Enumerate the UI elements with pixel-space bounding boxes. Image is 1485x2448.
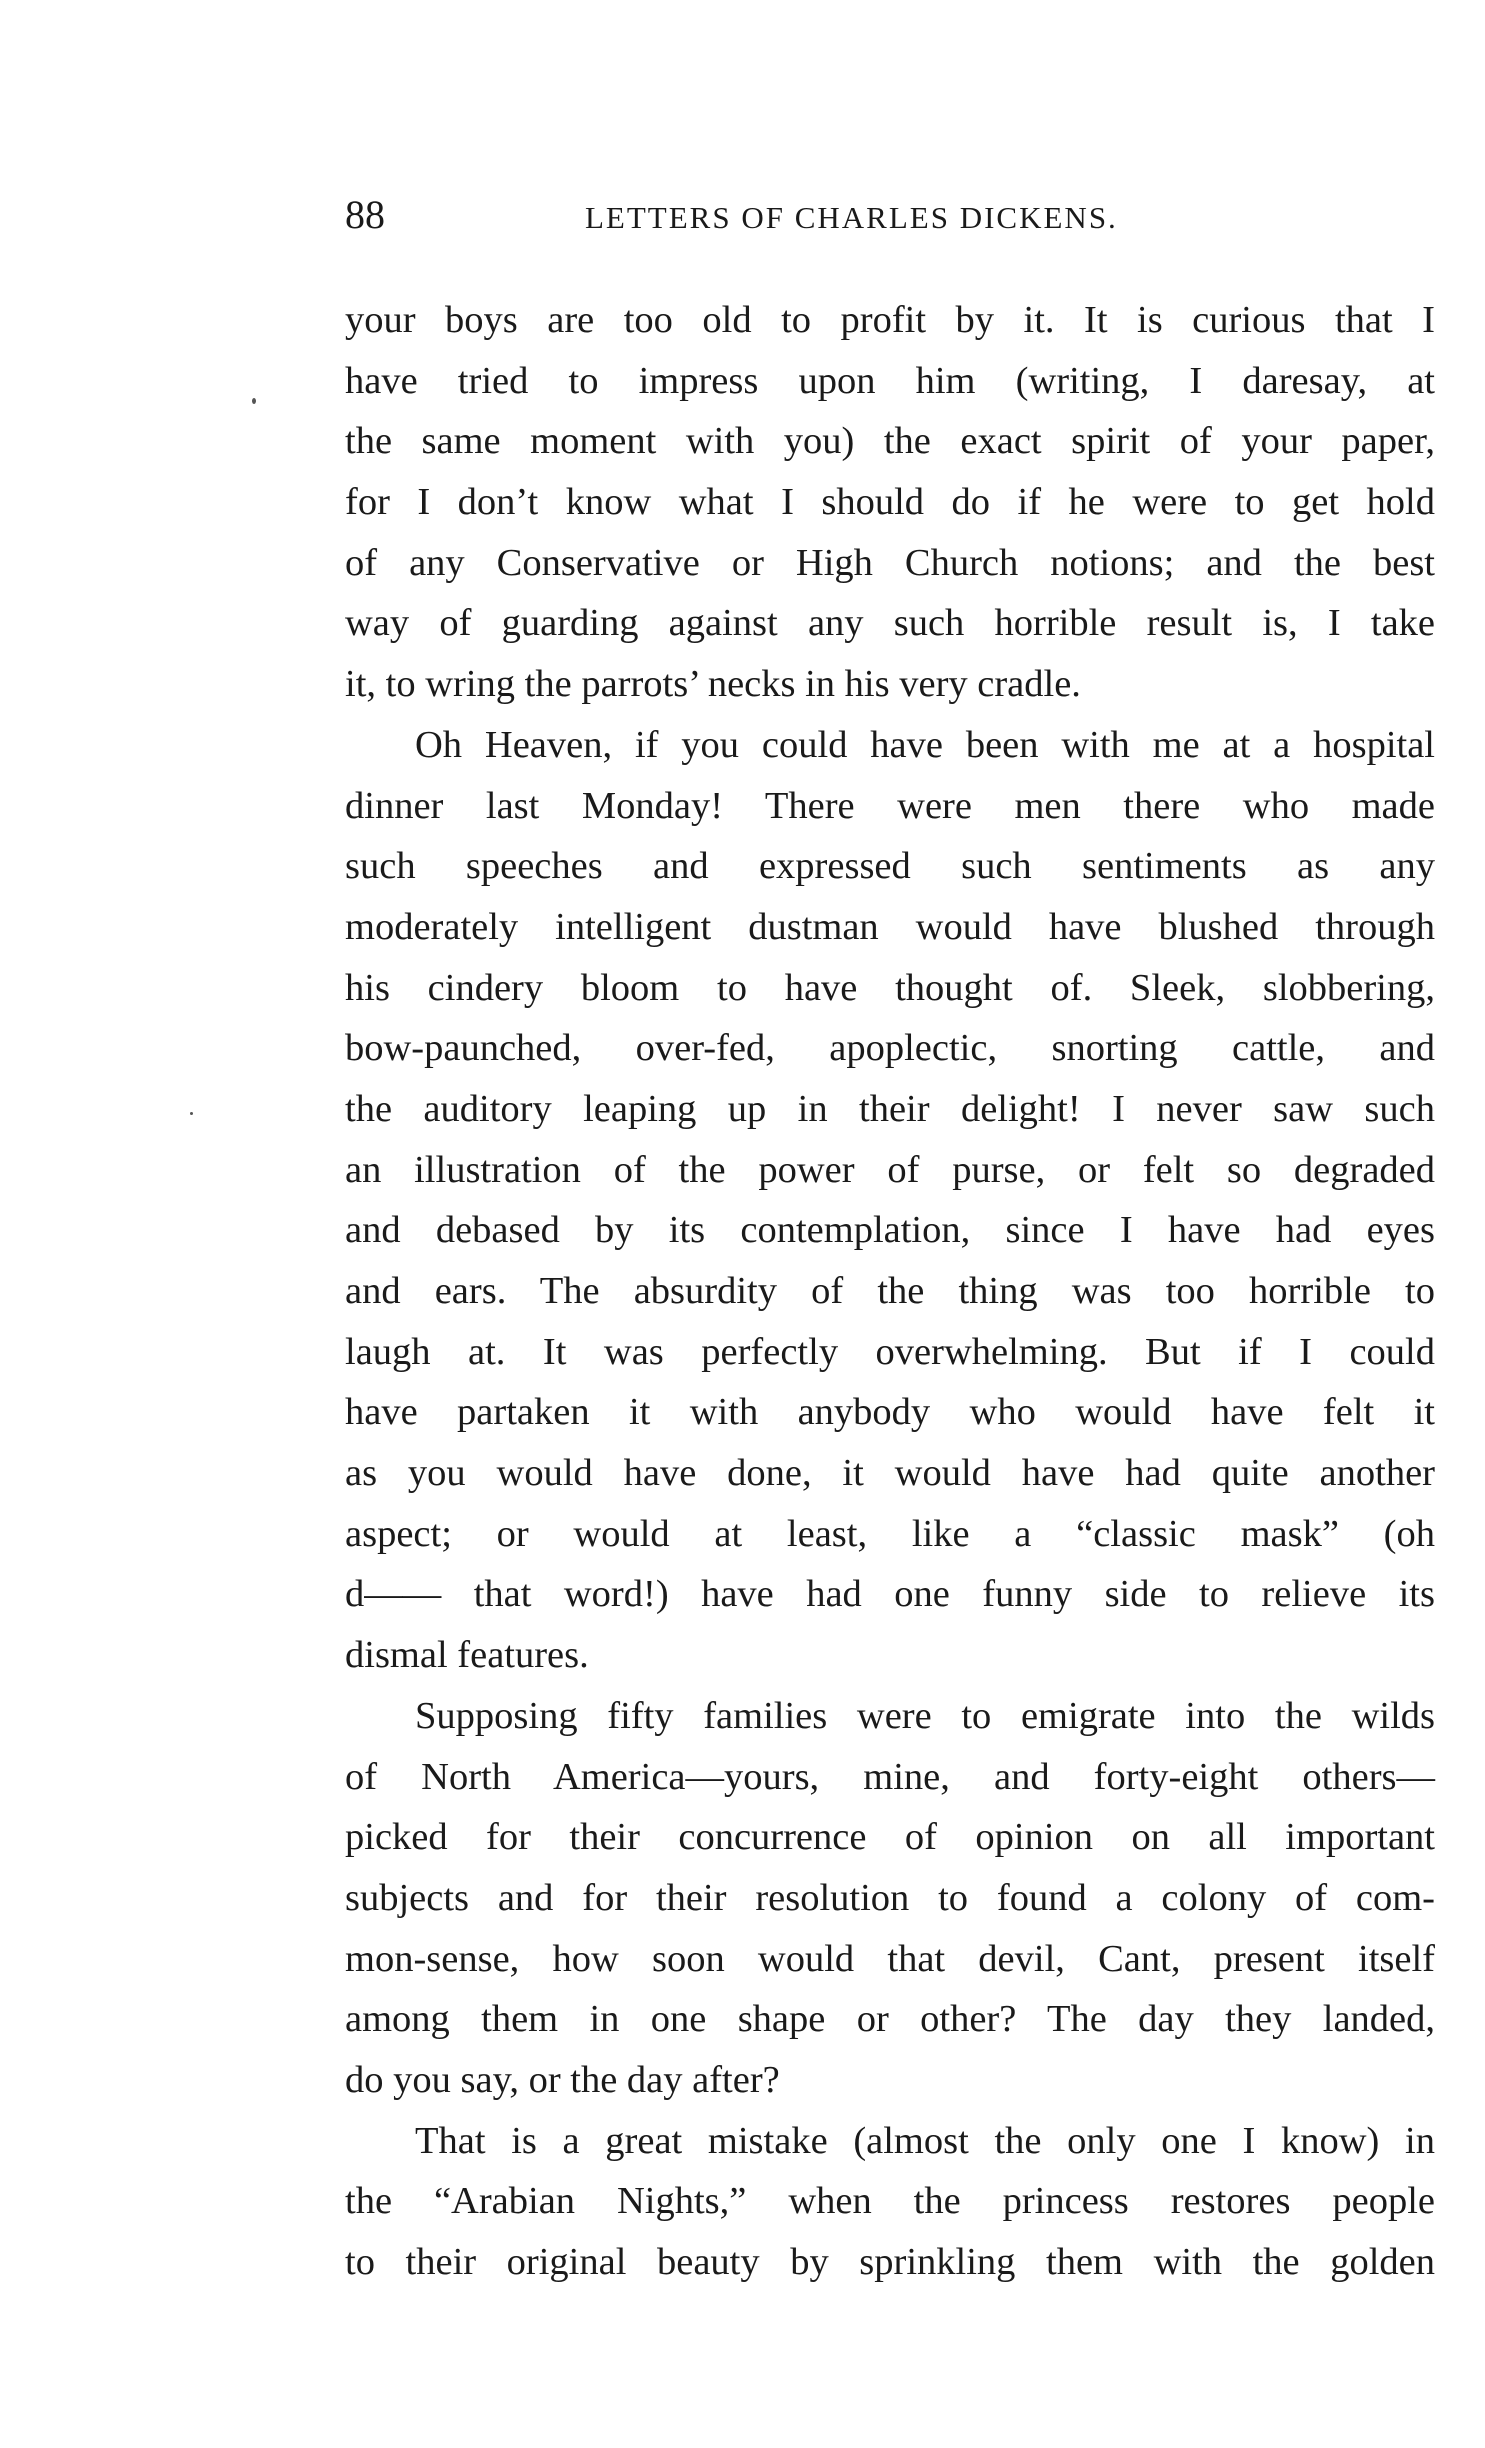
paragraph-4	[345, 2111, 1435, 2293]
text-line: your boys are too old to profit by it. It is curious that I	[345, 299, 1435, 341]
text-line: mon-sense, how soon would that devil, Cant, present itself	[345, 1937, 1435, 1980]
text-line: do you say, or the day after?	[345, 2058, 780, 2101]
text-line: and debased by its contemplation, since I have had eyes	[345, 1209, 1435, 1252]
text-line: Supposing fifty families were to emigrate into the wilds	[415, 1694, 1435, 1737]
text-line: have tried to impress upon him (writing, I daresay, at	[345, 359, 1435, 402]
page-header	[345, 190, 1445, 250]
text-line: the same moment with you) the exact spirit of your paper,	[345, 420, 1435, 463]
margin-speck	[190, 1112, 193, 1115]
text-line: his cindery bloom to have thought of. Sleek, slobbering,	[345, 966, 1435, 1009]
text-line: d—— that word!) have had one funny side to relieve its	[345, 1573, 1435, 1616]
paragraph-3	[345, 1686, 1435, 2111]
text-line: for I don’t know what I should do if he were to get hold	[345, 481, 1435, 524]
text-line: to their original beauty by sprinkling them with the golden	[345, 2241, 1435, 2283]
text-line: bow-paunched, over-fed, apoplectic, snorting cattle, and	[345, 1027, 1435, 1070]
paragraph-1	[345, 290, 1435, 715]
text-line: Oh Heaven, if you could have been with me at a hospital	[415, 723, 1435, 766]
text-line: the auditory leaping up in their delight! I never saw such	[345, 1087, 1435, 1130]
text-line: moderately intelligent dustman would have blushed through	[345, 905, 1435, 948]
text-line: aspect; or would at least, like a “classic mask” (oh	[345, 1512, 1435, 1555]
text-line: an illustration of the power of purse, or felt so degraded	[345, 1148, 1435, 1191]
text-line: such speeches and expressed such sentiments as any	[345, 845, 1435, 888]
text-line: of any Conservative or High Church notions; and the best	[345, 541, 1435, 584]
text-line: it, to wring the parrots’ necks in his very cradle.	[345, 663, 1081, 706]
margin-speck	[252, 398, 256, 404]
text-line: of North America—yours, mine, and forty-eight others—	[345, 1755, 1435, 1798]
text-line: dismal features.	[345, 1634, 589, 1677]
text-line: way of guarding against any such horrible result is, I take	[345, 602, 1435, 645]
page-number: 88	[345, 192, 385, 237]
text-line: among them in one shape or other? The day they landed,	[345, 1998, 1435, 2041]
text-line: and ears. The absurdity of the thing was too horrible to	[345, 1270, 1435, 1312]
text-line: as you would have done, it would have had quite another	[345, 1452, 1435, 1495]
text-line: laugh at. It was perfectly overwhelming. But if I could	[345, 1330, 1435, 1373]
running-head: LETTERS OF CHARLES DICKENS.	[585, 200, 1118, 235]
text-line: That is a great mistake (almost the only one I know) in	[415, 2119, 1435, 2162]
text-line: the “Arabian Nights,” when the princess restores people	[345, 2180, 1435, 2223]
text-line: dinner last Monday! There were men there who made	[345, 784, 1435, 827]
body-text	[345, 290, 1435, 2293]
paragraph-2	[345, 715, 1435, 1686]
text-line: subjects and for their resolution to found a colony of com-	[345, 1876, 1435, 1919]
text-line: picked for their concurrence of opinion on all important	[345, 1816, 1435, 1859]
text-line: have partaken it with anybody who would have felt it	[345, 1391, 1435, 1434]
